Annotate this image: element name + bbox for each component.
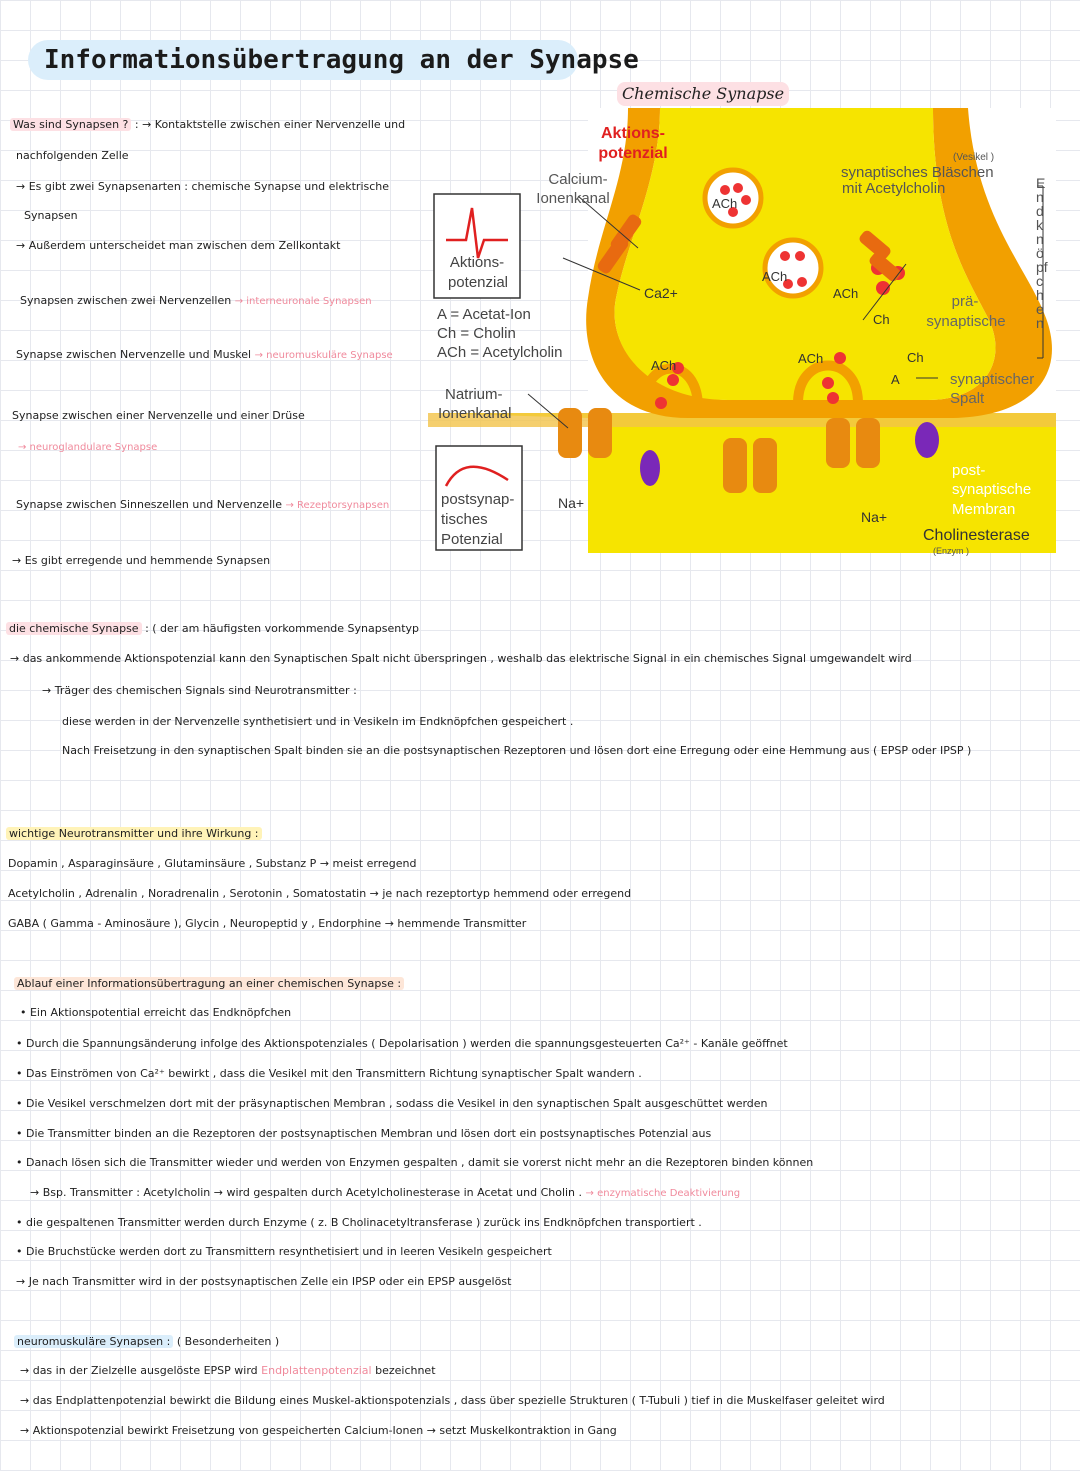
chem-heading [6,622,419,635]
ablauf-step-5: • Die Transmitter binden an die Rezeptoren der postsynaptischen Membran und lösen dort ein postsynaptisches Potenzial aus [16,1127,712,1140]
neuro-heading [14,1335,279,1348]
ap-label-2: potenzial [598,145,668,162]
transmitter-heading [6,827,262,840]
chem-heading-note: : ( der am häufigsten vorkommende Synapsentyp [145,622,419,635]
diagram-heading: Chemische Synapse [617,82,789,106]
synapse-type-1 [20,294,372,307]
transmitter-row-2: Acetylcholin , Adrenalin , Noradrenalin , Serotonin , Somatostatin → je nach rezeptortyp hemmend oder erregend [8,887,632,900]
chem-heading-label: die chemische Synapse [6,622,142,635]
intro-arten-1: → Es gibt zwei Synapsenarten : chemische Synapse und elektrische [16,180,390,193]
prae-label-1: prä- [951,293,979,310]
ablauf-heading [14,977,404,990]
intro-question-answer: : → Kontaktstelle zwischen einer Nervenzelle und [134,118,406,131]
ca-label: Ca2+ [644,285,678,301]
legend-a: A = Acetat-Ion [437,306,531,323]
synapse-type-1-name: → interneuronale Synapsen [234,296,372,307]
synapse-type-3-name: → neuroglandulare Synapse [18,442,158,453]
spalt-label-2: Spalt [950,390,985,407]
chem-line-2: → Träger des chemischen Signals sind Neurotransmitter : [42,684,357,697]
legend-ch: Ch = Cholin [437,325,516,342]
spalt-label-1: synaptischer [950,371,1035,388]
vesikel-note: (Vesikel ) [953,152,995,163]
ach-label-vesikel-2: ACh [762,269,788,284]
vesicle-2 [765,240,821,296]
natrium-label-2: Ionenkanal [438,405,512,422]
prae-label-2: synaptische [926,313,1006,330]
ch-label-2: Ch [907,350,924,365]
enzym-note: (Enzym ) [933,546,969,556]
ch-label-1: Ch [873,312,890,327]
intro-answer-2: nachfolgenden Zelle [16,149,129,162]
na-right-label: Na+ [861,509,888,525]
box1-line2: potenzial [447,274,509,291]
intro-question [10,118,405,131]
synapse-type-4 [16,498,389,511]
chem-line-3: diese werden in der Nervenzelle synthetisiert und in Vesikeln im Endknöpfchen gespeichert . [62,715,574,728]
ablauf-step-1: • Ein Aktionspotential erreicht das Endknöpfchen [20,1006,292,1019]
ablauf-step-9: • Die Bruchstücke werden dort zu Transmittern resynthetisiert und in leeren Vesikeln gespeichert [16,1245,552,1258]
intro-arten-2: Synapsen [24,209,78,222]
ach-label-3: ACh [651,358,677,373]
a-label: A [891,372,900,387]
ablauf-step-7-text: → Bsp. Transmitter : Acetylcholin → wird gespalten durch Acetylcholinesterase in Acetat und Cholin . [30,1186,583,1199]
neuro-line-1 [20,1364,436,1377]
neuro-heading-label: neuromuskuläre Synapsen : [14,1335,173,1348]
blaeschen-label-1: synaptisches Bläschen [841,164,994,181]
neuro-line-1a: → das in der Zielzelle ausgelöste EPSP wird [20,1364,258,1377]
natrium-label-1: Natrium- [445,386,503,403]
ach-label-vesikel-1: ACh [712,196,738,211]
synapse-type-3-text: Synapse zwischen einer Nervenzelle und einer Drüse [12,409,305,422]
neuro-line-3: → Aktionspotenzial bewirkt Freisetzung von gespeicherten Calcium-Ionen → setzt Muskelkontraktion in Gang [20,1424,617,1437]
transmitter-heading-label: wichtige Neurotransmitter und ihre Wirkung : [6,827,262,840]
synapse-type-2-text: Synapse zwischen Nervenzelle und Muskel [16,348,252,361]
transmitter-row-1: Dopamin , Asparaginsäure , Glutaminsäure , Substanz P → meist erregend [8,857,417,870]
calcium-label-2: Ionenkanal [536,190,610,207]
ach-label-5: ACh [833,286,859,301]
ablauf-step-6: • Danach lösen sich die Transmitter wieder und werden von Enzymen gespalten , damit sie vorerst nicht mehr an die Rezeptoren binden können [16,1156,814,1169]
legend-ach: ACh = Acetylcholin [437,344,563,361]
synapse-type-2 [16,348,393,361]
ablauf-step-2: • Durch die Spannungsänderung infolge des Aktionspotenziales ( Depolarisation ) werden die spannungsgesteuerten Ca²⁺ - Kanäle geöffnet [16,1037,788,1050]
ablauf-heading-label: Ablauf einer Informationsübertragung an einer chemischen Synapse : [14,977,404,990]
neuro-line-2: → das Endplattenpotenzial bewirkt die Bildung eines Muskel-aktionspotenzials , dass über spezielle Strukturen ( T-Tubuli ) tief in die Muskelfaser geleitet wird [20,1394,885,1407]
post-label-1: post- [952,462,986,479]
ablauf-step-3: • Das Einströmen von Ca²⁺ bewirkt , dass die Vesikel mit den Transmittern Richtung synaptischer Spalt wandern . [16,1067,642,1080]
ablauf-step-10: → Je nach Transmitter wird in der postsynaptischen Zelle ein IPSP oder ein EPSP ausgelöst [16,1275,512,1288]
intro-question-label: Was sind Synapsen ? [10,118,131,131]
na-left-label: Na+ [558,495,585,511]
box2-line1: postsynap- [441,491,515,508]
cholinesterase-right [915,422,939,458]
ap-label-1: Aktions- [601,125,665,142]
chem-line-1: → das ankommende Aktionspotenzial kann den Synaptischen Spalt nicht überspringen , weshalb das elektrische Signal in ein chemisches Signal umgewandelt wird [10,652,912,665]
synapse-diagram [428,108,1056,558]
blaeschen-label-2: mit Acetylcholin [842,180,946,197]
cholinesterase-label: Cholinesterase [923,527,1030,544]
ablauf-step-7 [30,1186,740,1199]
synapse-type-4-text: Synapse zwischen Sinneszellen und Nervenzelle [16,498,282,511]
ablauf-step-4: • Die Vesikel verschmelzen dort mit der präsynaptischen Membran , sodass die Vesikel in den synaptischen Spalt ausgeschüttet werden [16,1097,768,1110]
neuro-heading-note: ( Besonderheiten ) [176,1335,280,1348]
box1-line1: Aktions- [449,254,505,271]
endknoepfchen-label: Endknöpfchen [1036,175,1048,331]
neuro-line-1b: Endplattenpotenzial [261,1364,372,1377]
ablauf-step-7-note: → enzymatische Deaktivierung [585,1188,741,1199]
cholinesterase-left [640,450,660,486]
ach-label-4: ACh [798,351,824,366]
box2-line2: tisches [441,511,488,528]
synapse-type-2-name: → neuromuskuläre Synapse [254,350,393,361]
post-label-2: synaptische [952,481,1032,498]
ablauf-step-8: • die gespaltenen Transmitter werden durch Enzyme ( z. B Cholinacetyltransferase ) zurück ins Endknöpfchen transportiert . [16,1216,702,1229]
calcium-label-1: Calcium- [548,171,608,188]
transmitter-row-3: GABA ( Gamma - Aminosäure ), Glycin , Neuropeptid y , Endorphine → hemmende Transmitter [8,917,527,930]
synapse-type-4-name: → Rezeptorsynapsen [285,500,390,511]
intro-erregend: → Es gibt erregende und hemmende Synapsen [12,554,271,567]
synapse-type-1-text: Synapsen zwischen zwei Nervenzellen [20,294,232,307]
page-title: Informationsübertragung an der Synapse [28,40,578,80]
neuro-line-1c: bezeichnet [375,1364,436,1377]
chem-line-4: Nach Freisetzung in den synaptischen Spalt binden sie an die postsynaptischen Rezeptoren und lösen dort eine Erregung oder eine Hemmung aus ( EPSP oder IPSP ) [62,744,972,757]
post-label-3: Membran [952,501,1016,518]
intro-unterscheidung: → Außerdem unterscheidet man zwischen dem Zellkontakt [16,239,341,252]
box2-line3: Potenzial [441,531,503,548]
